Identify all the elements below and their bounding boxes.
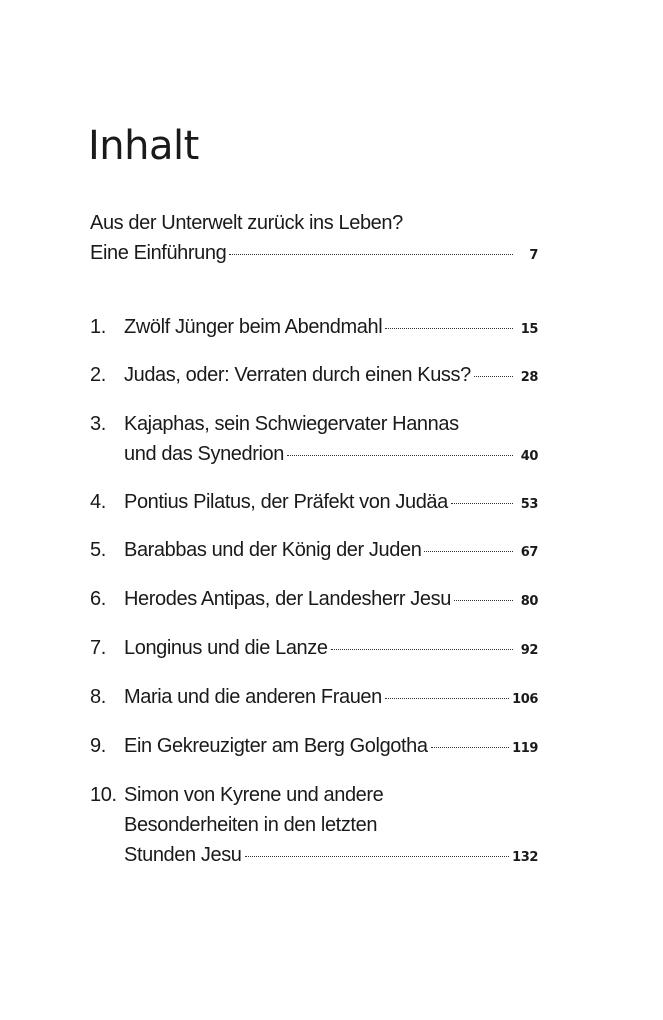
toc-line — [90, 316, 538, 346]
toc-entry-title: Simon von Kyrene und andere — [124, 784, 384, 806]
toc-line — [90, 637, 538, 667]
toc-page-number: 40 — [520, 449, 538, 464]
toc-entry-3 — [90, 413, 538, 473]
toc-entry-5 — [90, 539, 538, 569]
toc-entry-title: Stunden Jesu — [124, 844, 242, 866]
toc-line — [90, 844, 538, 874]
toc-line — [90, 212, 538, 242]
toc-entry-1 — [90, 316, 538, 346]
dot-leader — [451, 503, 513, 504]
dot-leader — [287, 455, 513, 456]
toc-entry-number: 4. — [90, 491, 106, 513]
toc-page-number: 67 — [520, 545, 538, 560]
toc-entry-9 — [90, 735, 538, 765]
toc-entry-number: 6. — [90, 588, 106, 610]
toc-page-number: 28 — [520, 370, 538, 385]
toc-entry-number: 8. — [90, 686, 106, 708]
dot-leader — [245, 856, 510, 857]
toc-entry-title: Eine Einführung — [90, 242, 227, 264]
dot-leader — [424, 551, 513, 552]
toc-page-number: 53 — [520, 497, 538, 512]
toc-line — [90, 413, 538, 443]
page-title: Inhalt — [88, 123, 199, 169]
toc-entry-8 — [90, 686, 538, 716]
toc-page-number: 80 — [520, 594, 538, 609]
toc-entry-title: Aus der Unterwelt zurück ins Leben? — [90, 212, 403, 234]
toc-entry-title: Judas, oder: Verraten durch einen Kuss? — [124, 364, 471, 386]
toc-entry-title: Ein Gekreuzigter am Berg Golgotha — [124, 735, 428, 757]
toc-entry-number: 10. — [90, 784, 117, 806]
toc-entry-title: Pontius Pilatus, der Präfekt von Judäa — [124, 491, 448, 513]
toc-entry-title: Longinus und die Lanze — [124, 637, 328, 659]
toc-entry-2 — [90, 364, 538, 394]
toc-line — [90, 364, 538, 394]
toc-line — [90, 686, 538, 716]
toc-entry-number: 1. — [90, 316, 106, 338]
toc-entry-7 — [90, 637, 538, 667]
dot-leader — [229, 254, 513, 255]
dot-leader — [385, 698, 509, 699]
toc-entry-title: Maria und die anderen Frauen — [124, 686, 382, 708]
toc-entry-number: 3. — [90, 413, 106, 435]
toc-line — [90, 588, 538, 618]
toc-line — [90, 784, 538, 814]
toc-entry-title: und das Synedrion — [124, 443, 284, 465]
toc-entry-number: 5. — [90, 539, 106, 561]
toc-page-number: 15 — [520, 322, 538, 337]
toc-page-number: 106 — [512, 692, 538, 707]
dot-leader — [474, 376, 513, 377]
toc-line — [90, 735, 538, 765]
toc-entry-intro — [90, 212, 538, 272]
toc-line — [90, 242, 538, 272]
toc-entry-title: Herodes Antipas, der Landesherr Jesu — [124, 588, 451, 610]
toc-line — [90, 539, 538, 569]
toc-entry-title: Besonderheiten in den letzten — [124, 814, 378, 836]
toc-page-number: 92 — [520, 643, 538, 658]
toc-line — [90, 814, 538, 844]
toc-line — [90, 443, 538, 473]
dot-leader — [331, 649, 513, 650]
toc-entry-10 — [90, 784, 538, 874]
toc-entry-title: Barabbas und der König der Juden — [124, 539, 422, 561]
toc-page-number: 132 — [512, 850, 538, 865]
toc-line — [90, 491, 538, 521]
toc-entry-title: Zwölf Jünger beim Abendmahl — [124, 316, 383, 338]
toc-entry-number: 7. — [90, 637, 106, 659]
toc-page-number: 7 — [529, 248, 538, 263]
toc-entry-4 — [90, 491, 538, 521]
toc-page-number: 119 — [512, 741, 538, 756]
toc-entry-title: Kajaphas, sein Schwiegervater Hannas — [124, 413, 459, 435]
dot-leader — [454, 600, 513, 601]
dot-leader — [431, 747, 509, 748]
toc-entry-number: 9. — [90, 735, 106, 757]
toc-entry-6 — [90, 588, 538, 618]
toc-entry-number: 2. — [90, 364, 106, 386]
dot-leader — [385, 328, 513, 329]
